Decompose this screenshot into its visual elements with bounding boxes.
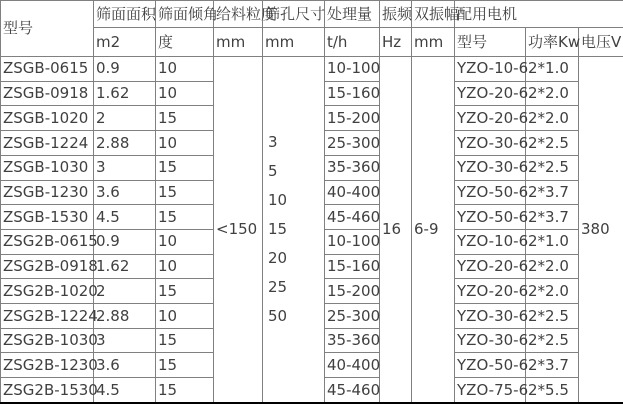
cell-capacity: 45-460: [325, 378, 380, 403]
cell-model: ZSG2B-1224: [1, 304, 94, 329]
cell-angle: 10: [156, 229, 214, 254]
cell-model: ZSG2B-1230: [1, 353, 94, 378]
cell-power: 2*1.0: [526, 57, 579, 82]
table-header: [1, 1, 623, 57]
cell-power: 2*2.5: [526, 155, 579, 180]
cell-capacity: 40-400: [325, 353, 380, 378]
cell-motor-model: YZO-30-6: [455, 155, 526, 180]
cell-power: 2*2.5: [526, 328, 579, 353]
cell-hole-sizes-merged: [263, 57, 325, 404]
cell-area: 1.62: [94, 254, 156, 279]
cell-angle: 15: [156, 279, 214, 304]
cell-angle: 10: [156, 131, 214, 156]
cell-capacity: 10-100: [325, 57, 380, 82]
cell-power: 2*5.5: [526, 378, 579, 403]
cell-model: ZSG2B-1020: [1, 279, 94, 304]
column-header-capacity: 处理量: [325, 1, 380, 28]
cell-power: 2*3.7: [526, 353, 579, 378]
cell-motor-model: YZO-10-6: [455, 229, 526, 254]
cell-angle: 15: [156, 180, 214, 205]
cell-area: 0.9: [94, 57, 156, 82]
cell-model: ZSG2B-1530: [1, 378, 94, 403]
cell-power: 2*2.0: [526, 254, 579, 279]
header-row-2: [1, 28, 623, 57]
cell-area: 2.88: [94, 131, 156, 156]
cell-power: 2*2.0: [526, 81, 579, 106]
cell-capacity: 35-360: [325, 155, 380, 180]
cell-capacity: 10-100: [325, 229, 380, 254]
cell-frequency-merged: 16: [380, 57, 412, 404]
cell-power: 2*2.5: [526, 131, 579, 156]
column-header-motor-voltage: 电压V: [579, 28, 623, 57]
unit-feed-size: mm: [214, 28, 263, 57]
cell-motor-model: YZO-50-6: [455, 205, 526, 230]
cell-power: 2*2.0: [526, 106, 579, 131]
cell-capacity: 15-200: [325, 279, 380, 304]
column-header-amplitude: 双振幅: [412, 1, 455, 28]
column-header-motor-power: 功率Kw: [526, 28, 579, 57]
cell-capacity: 15-200: [325, 106, 380, 131]
cell-area: 4.5: [94, 378, 156, 403]
column-header-screen-area: 筛面面积: [94, 1, 156, 28]
hole-size-value: 3: [268, 133, 278, 151]
unit-screen-area: m2: [94, 28, 156, 57]
cell-angle: 15: [156, 353, 214, 378]
cell-motor-model: YZO-30-6: [455, 131, 526, 156]
cell-feed-size-merged: <150: [214, 57, 263, 404]
cell-voltage-merged: 380: [579, 57, 623, 404]
cell-angle: 10: [156, 57, 214, 82]
cell-area: 2: [94, 106, 156, 131]
cell-model: ZSGB-0615: [1, 57, 94, 82]
cell-motor-model: YZO-20-6: [455, 106, 526, 131]
cell-model: ZSGB-1530: [1, 205, 94, 230]
column-header-model: 型号: [1, 1, 94, 57]
unit-capacity: t/h: [325, 28, 380, 57]
cell-capacity: 15-160: [325, 254, 380, 279]
column-header-hole-size: 筛孔尺寸: [263, 1, 325, 28]
hole-size-value: 5: [268, 162, 278, 180]
cell-capacity: 15-160: [325, 81, 380, 106]
cell-angle: 10: [156, 304, 214, 329]
cell-motor-model: YZO-20-6: [455, 81, 526, 106]
cell-motor-model: YZO-30-6: [455, 328, 526, 353]
hole-size-value: 10: [268, 191, 288, 209]
cell-area: 3.6: [94, 180, 156, 205]
cell-motor-model: YZO-20-6: [455, 279, 526, 304]
cell-angle: 15: [156, 155, 214, 180]
cell-area: 0.9: [94, 229, 156, 254]
cell-model: ZSG2B-1030: [1, 328, 94, 353]
column-header-feed-size: 给料粒度: [214, 1, 263, 28]
cell-angle: 15: [156, 205, 214, 230]
cell-capacity: 25-300: [325, 131, 380, 156]
cell-angle: 15: [156, 378, 214, 403]
cell-area: 2.88: [94, 304, 156, 329]
cell-motor-model: YZO-75-6: [455, 378, 526, 403]
cell-area: 4.5: [94, 205, 156, 230]
column-header-screen-angle: 筛面倾角: [156, 1, 214, 28]
unit-screen-angle: 度: [156, 28, 214, 57]
cell-angle: 15: [156, 106, 214, 131]
column-header-motor-group: 配用电机: [455, 1, 623, 28]
cell-motor-model: YZO-30-6: [455, 304, 526, 329]
hole-size-value: 20: [268, 249, 288, 267]
cell-angle: 10: [156, 81, 214, 106]
cell-motor-model: YZO-10-6: [455, 57, 526, 82]
cell-amplitude-merged: 6-9: [412, 57, 455, 404]
unit-hole-size: mm: [263, 28, 325, 57]
cell-model: ZSGB-1030: [1, 155, 94, 180]
cell-capacity: 45-460: [325, 205, 380, 230]
cell-model: ZSGB-1020: [1, 106, 94, 131]
cell-model: ZSGB-0918: [1, 81, 94, 106]
cell-power: 2*3.7: [526, 180, 579, 205]
unit-amplitude: mm: [412, 28, 455, 57]
cell-power: 2*2.5: [526, 304, 579, 329]
cell-power: 2*2.0: [526, 279, 579, 304]
cell-capacity: 35-360: [325, 328, 380, 353]
cell-area: 3: [94, 328, 156, 353]
cell-area: 3.6: [94, 353, 156, 378]
unit-frequency: Hz: [380, 28, 412, 57]
column-header-frequency: 振频: [380, 1, 412, 28]
cell-model: ZSGB-1230: [1, 180, 94, 205]
hole-size-value: 15: [268, 220, 288, 238]
cell-motor-model: YZO-50-6: [455, 353, 526, 378]
cell-power: 2*3.7: [526, 205, 579, 230]
cell-angle: 10: [156, 254, 214, 279]
cell-capacity: 25-300: [325, 304, 380, 329]
cell-angle: 15: [156, 328, 214, 353]
cell-area: 1.62: [94, 81, 156, 106]
hole-size-value: 50: [268, 307, 288, 325]
table-body: [1, 57, 623, 404]
table-row: [1, 57, 623, 82]
cell-area: 3: [94, 155, 156, 180]
cell-model: ZSG2B-0918: [1, 254, 94, 279]
cell-area: 2: [94, 279, 156, 304]
cell-model: ZSG2B-0615: [1, 229, 94, 254]
cell-motor-model: YZO-20-6: [455, 254, 526, 279]
column-header-motor-model: 型号: [455, 28, 526, 57]
header-row-1: [1, 1, 623, 28]
cell-model: ZSGB-1224: [1, 131, 94, 156]
cell-motor-model: YZO-50-6: [455, 180, 526, 205]
cell-capacity: 40-400: [325, 180, 380, 205]
cell-power: 2*1.0: [526, 229, 579, 254]
hole-size-value: 25: [268, 278, 288, 296]
